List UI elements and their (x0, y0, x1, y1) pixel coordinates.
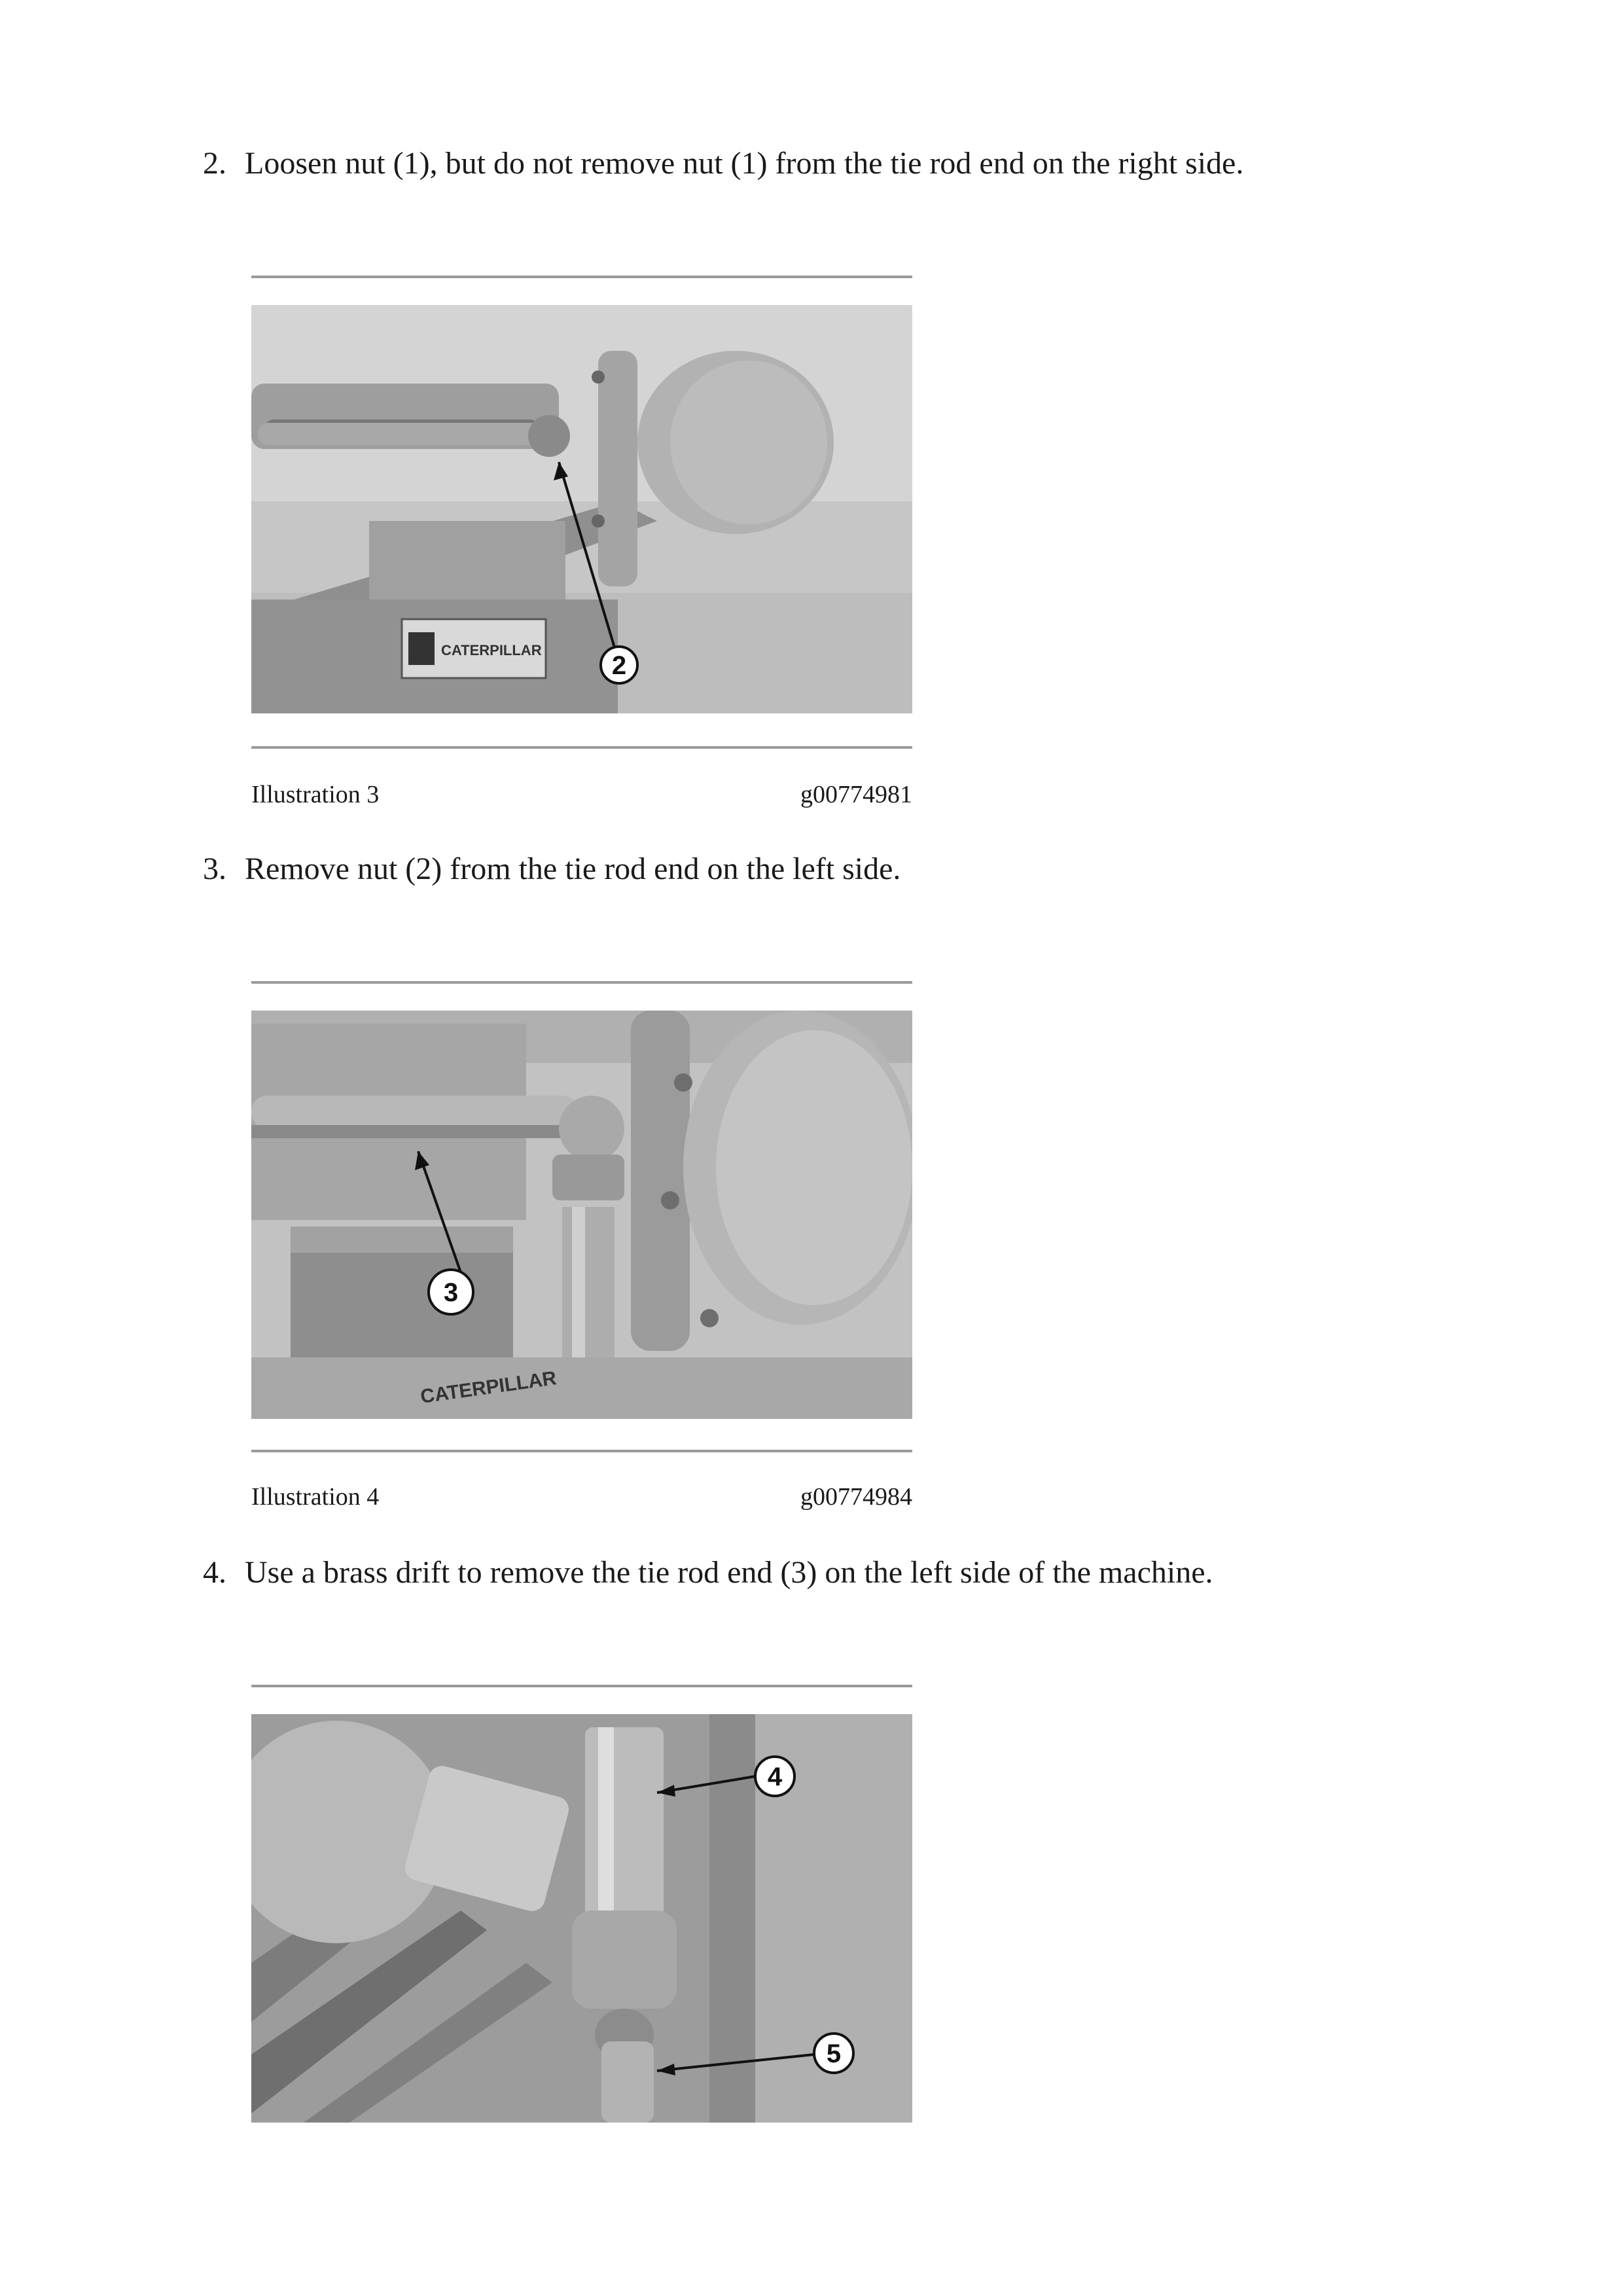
graphic-code: g00774984 (800, 1483, 912, 1511)
step-number: 2. (203, 146, 226, 181)
illustration-label: Illustration 3 (251, 781, 380, 808)
figure-top-rule (251, 1685, 912, 1687)
callout-5: 5 (826, 2039, 842, 2068)
step-text: Use a brass drift to remove the tie rod end (3) on the left side of the machine. (245, 1555, 1213, 1590)
step-text: Remove nut (2) from the tie rod end on the left side. (245, 852, 901, 886)
step-number: 3. (203, 852, 226, 886)
callout-2: 2 (611, 651, 627, 680)
callout-3: 3 (443, 1278, 459, 1307)
step-4 (203, 1554, 1213, 1590)
logo-text: CATERPILLAR (441, 642, 542, 658)
figure-top-rule (251, 276, 912, 278)
tie-rod-left-photo (251, 1011, 912, 1419)
step-text: Loosen nut (1), but do not remove nut (1) from the tie rod end on the right side. (245, 146, 1244, 181)
illustration-4-photo (251, 1011, 912, 1419)
illustration-5-photo (251, 1714, 912, 2123)
figure-bottom-rule (251, 746, 912, 749)
graphic-code: g00774981 (800, 781, 912, 808)
illustration-label: Illustration 4 (251, 1483, 380, 1511)
callout-4: 4 (767, 1763, 783, 1791)
steering-axle-right-photo (251, 305, 912, 713)
figure-bottom-rule (251, 1450, 912, 1452)
tie-rod-removal-photo (251, 1714, 912, 2123)
logo-text: CATERPILLAR (419, 1367, 558, 1408)
figure-top-rule (251, 981, 912, 984)
step-3 (203, 851, 901, 887)
illustration-3-photo (251, 305, 912, 713)
step-2 (203, 145, 1243, 181)
step-number: 4. (203, 1555, 226, 1590)
